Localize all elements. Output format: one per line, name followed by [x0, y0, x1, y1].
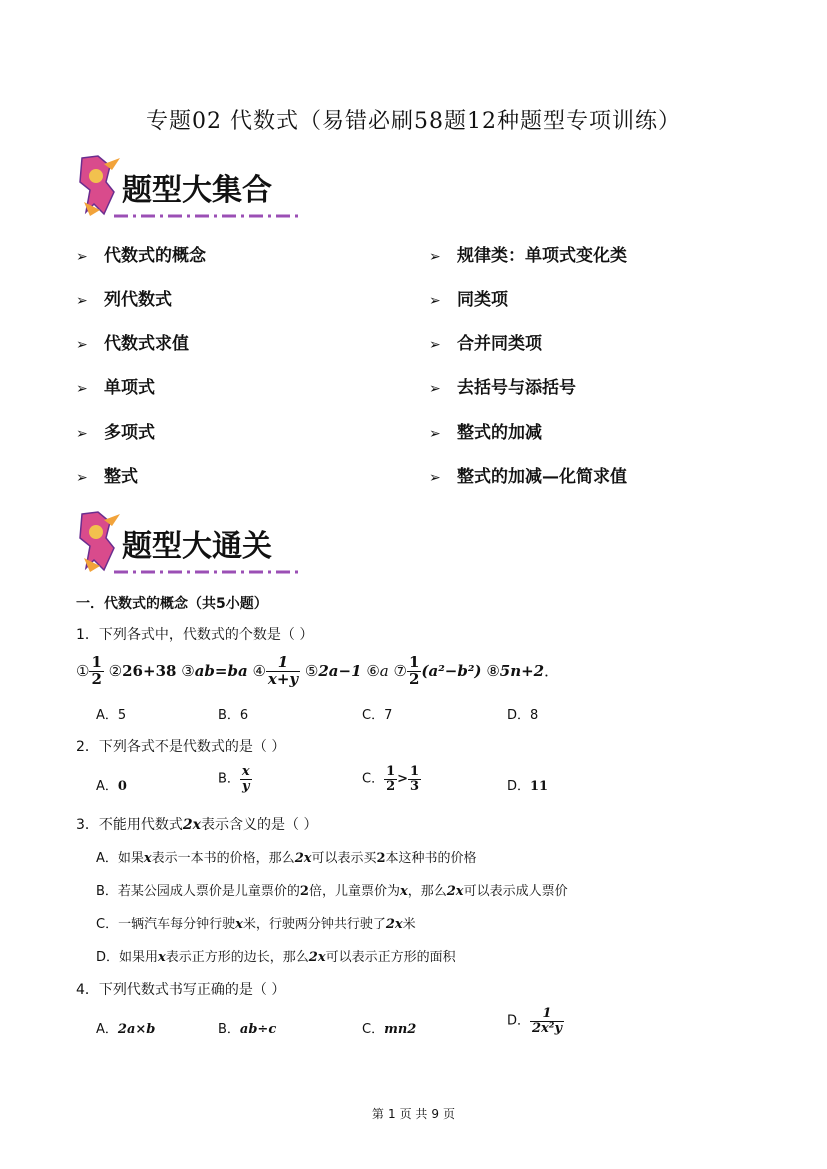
- option-a: A．2a×b: [96, 1022, 156, 1037]
- question-1-stem: 1．下列各式中，代数式的个数是（ ）: [76, 627, 314, 643]
- question-4-stem: 4．下列代数式书写正确的是（ ）: [76, 982, 286, 998]
- option-b: B．若某公园成人票价是儿童票价的2倍，儿童票价为x，那么2x可以表示成人票价: [96, 884, 568, 899]
- topic-item: ➢ 同类项: [429, 290, 508, 310]
- option-b: B． $\frac{x}{y}$: [218, 764, 250, 794]
- section-heading: 一．代数式的概念（共5小题）: [76, 596, 268, 612]
- option-c: C．7: [362, 708, 393, 723]
- option-a: A．5: [96, 708, 127, 723]
- topic-item: ➢ 整式的加减—化简求值: [429, 467, 627, 487]
- banner-topics-practice: [76, 508, 306, 578]
- topic-item: ➢ 列代数式: [76, 290, 172, 310]
- topic-item: ➢ 单项式: [76, 378, 155, 398]
- arrow-right-icon: ➢: [76, 293, 88, 309]
- option-c: C． $\frac{1}{2}$ > $\frac{1}{3}$: [362, 764, 420, 794]
- option-d: D． $\frac{1}{\text{2x²y}}$: [507, 1006, 563, 1036]
- option-d: D．11: [507, 779, 549, 794]
- option-b: B．6: [218, 708, 249, 723]
- topic-item: ➢ 合并同类项: [429, 334, 542, 354]
- topic-item: ➢ 代数式的概念: [76, 246, 206, 266]
- banner-topics-collection: [76, 152, 306, 222]
- question-2-stem: 2．下列各式不是代数式的是（ ）: [76, 739, 286, 755]
- option-a: A．0: [96, 779, 127, 794]
- topic-item: ➢ 去括号与添括号: [429, 378, 576, 398]
- option-d: D．8: [507, 708, 539, 723]
- arrow-right-icon: ➢: [76, 470, 88, 486]
- option-a: A．如果x表示一本书的价格，那么2x可以表示买2本这种书的价格: [96, 851, 477, 866]
- topic-item: ➢ 整式: [76, 467, 138, 487]
- option-c: C．一辆汽车每分钟行驶x米，行驶两分钟共行驶了2x米: [96, 917, 416, 932]
- topic-item: ➢ 多项式: [76, 423, 155, 443]
- arrow-right-icon: ➢: [429, 470, 441, 486]
- arrow-right-icon: ➢: [429, 381, 441, 397]
- arrow-right-icon: ➢: [76, 381, 88, 397]
- option-b: B．ab÷c: [218, 1022, 277, 1037]
- page-number: 1: [387, 1107, 396, 1121]
- arrow-right-icon: ➢: [429, 293, 441, 309]
- option-c: C．mn2: [362, 1022, 417, 1037]
- topic-item: ➢ 代数式求值: [76, 334, 189, 354]
- page-footer: 第 1 页 共 9 页: [371, 1107, 456, 1121]
- topic-item: ➢ 整式的加减: [429, 423, 542, 443]
- page-total: 9: [431, 1107, 440, 1121]
- arrow-right-icon: ➢: [76, 249, 88, 265]
- banner2-text: 题型大通关: [122, 529, 272, 564]
- arrow-right-icon: ➢: [429, 426, 441, 442]
- arrow-right-icon: ➢: [76, 426, 88, 442]
- arrow-right-icon: ➢: [429, 249, 441, 265]
- document-title: 专题02 代数式（易错必刷58题12种题型专项训练）: [146, 109, 681, 134]
- arrow-right-icon: ➢: [429, 337, 441, 353]
- topic-item: ➢ 规律类：单项式变化类: [429, 246, 627, 266]
- option-d: D．如果用x表示正方形的边长，那么2x可以表示正方形的面积: [96, 950, 456, 965]
- arrow-right-icon: ➢: [76, 337, 88, 353]
- question-3-stem: 3．不能用代数式2x表示含义的是（ ）: [76, 817, 318, 833]
- question-1-items: ① $\frac{1}{2}$ ②26+38 ③ab=ba ④ $\frac{1}{x+y}$ ⑤2a−1 ⑥a ⑦ $\frac{1}{2}$ (a²−b²) ⑧5n+2．: [76, 653, 560, 688]
- banner1-text: 题型大集合: [122, 173, 272, 208]
